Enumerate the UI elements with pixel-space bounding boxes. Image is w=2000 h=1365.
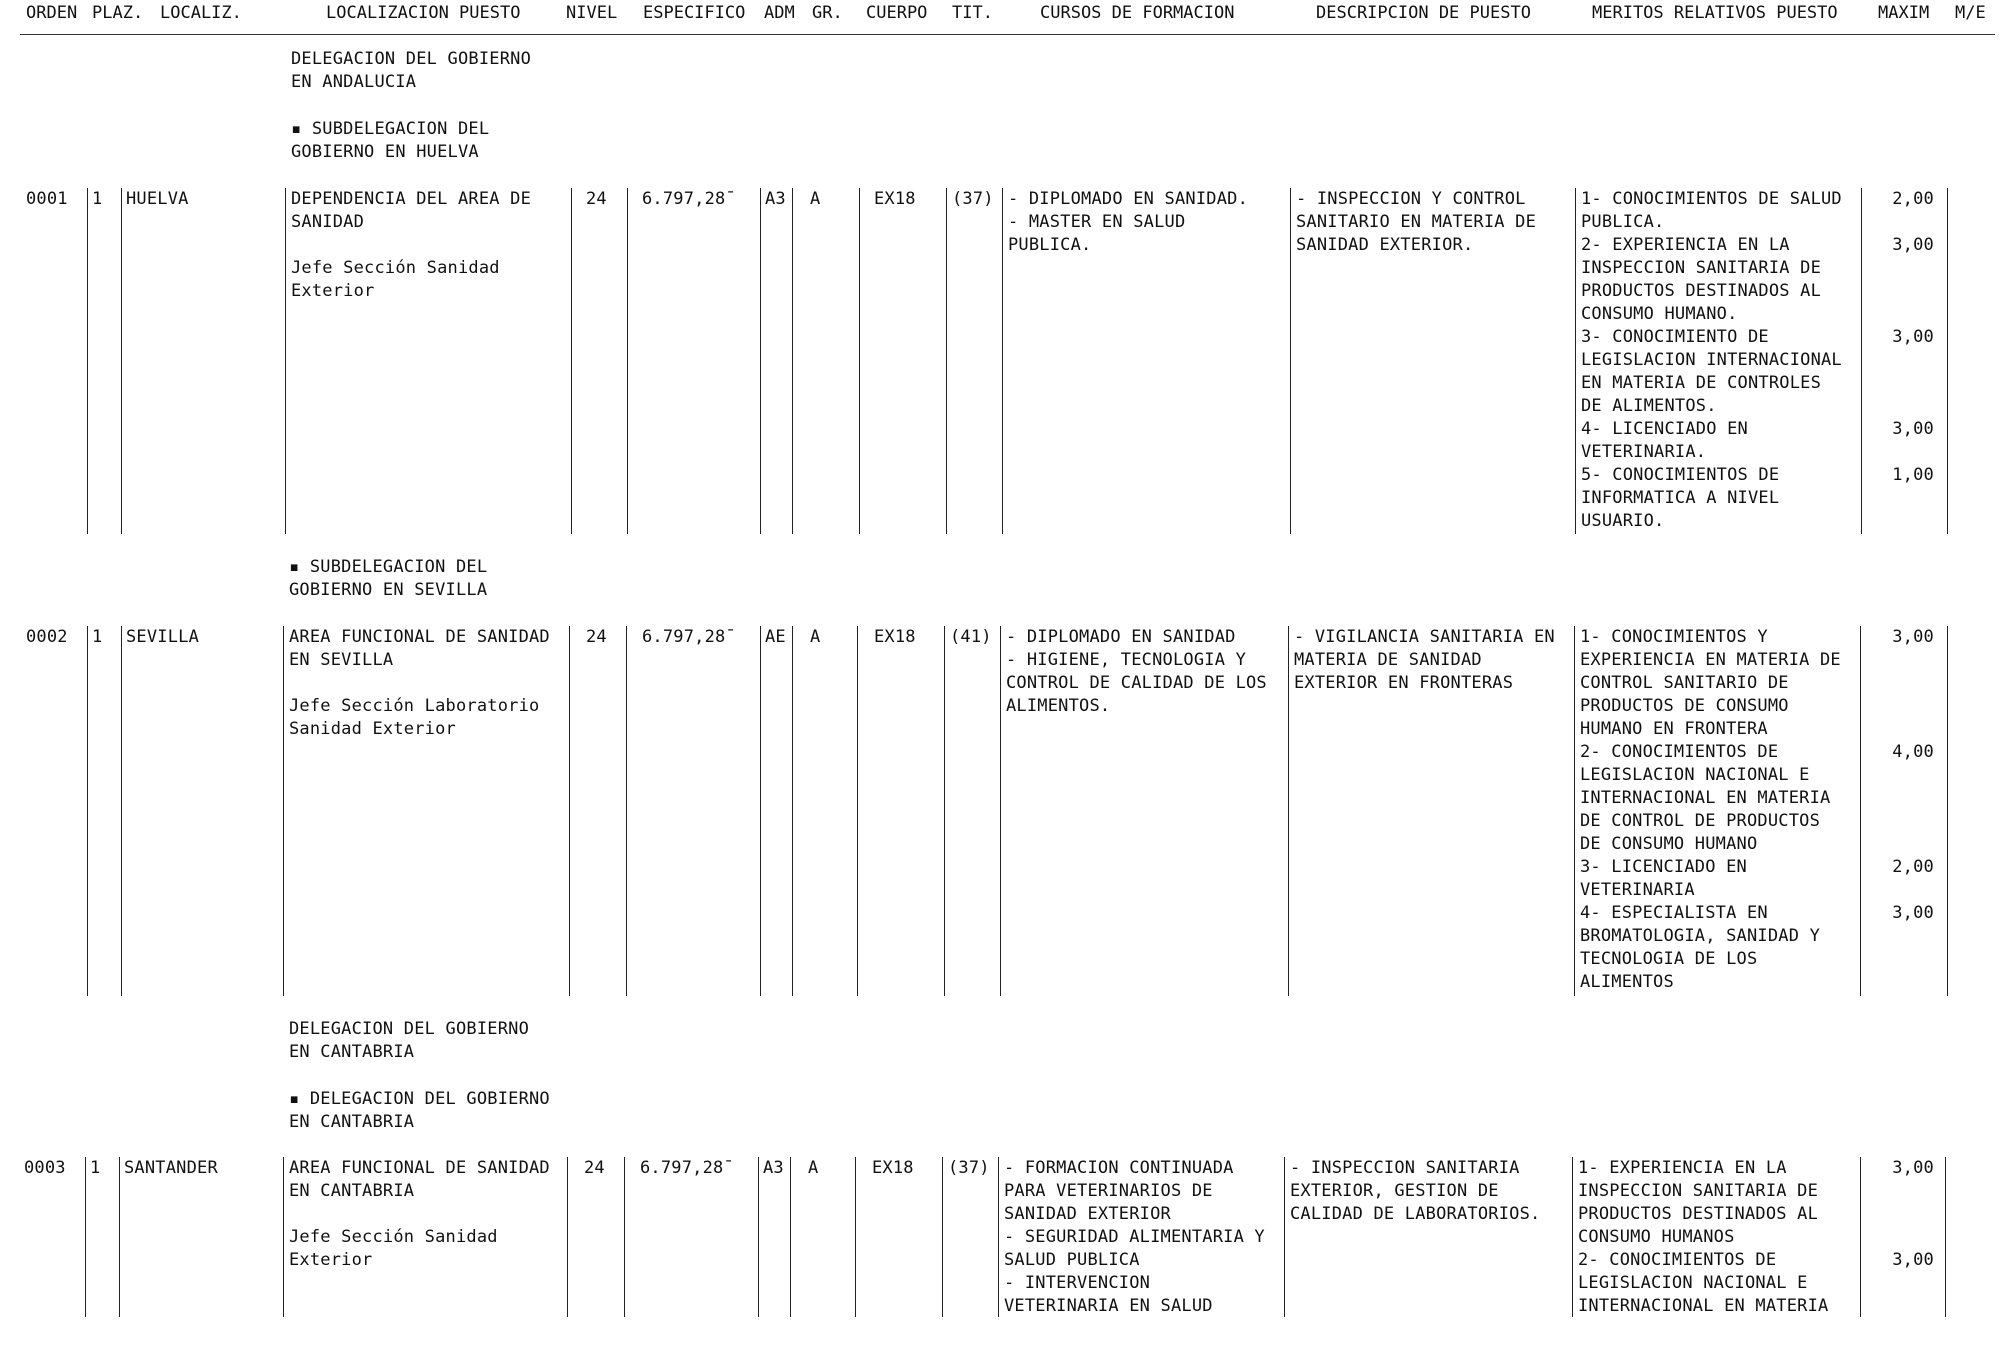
- cell-adm: AE: [765, 627, 786, 647]
- header-plaz: PLAZ.: [92, 3, 144, 23]
- group-heading: ▪ DELEGACION DEL GOBIERNO EN CANTABRIA: [289, 1089, 550, 1132]
- column-divider: [87, 188, 88, 534]
- column-divider: [1947, 626, 1948, 996]
- column-divider: [85, 1157, 86, 1317]
- cell-especifico: 6.797,28¯: [642, 627, 736, 647]
- header-descripcion: DESCRIPCION DE PUESTO: [1316, 3, 1531, 23]
- cell-cuerpo: EX18: [874, 189, 916, 209]
- column-divider: [283, 1157, 284, 1317]
- column-divider: [627, 188, 628, 534]
- column-divider: [1290, 188, 1291, 534]
- cell-grupo: A: [810, 189, 821, 209]
- cell-tit: (41): [950, 627, 992, 647]
- column-divider: [87, 626, 88, 996]
- cell-orden: 0002: [26, 627, 68, 647]
- header-gr: GR.: [812, 3, 843, 23]
- column-divider: [1860, 626, 1861, 996]
- cell-grupo: A: [808, 1158, 819, 1178]
- cell-unidad: AREA FUNCIONAL DE SANIDAD EN CANTABRIA: [289, 1158, 550, 1201]
- cell-descripcion: - VIGILANCIA SANITARIA EN MATERIA DE SANIDAD EXTERIOR EN FRONTERAS: [1294, 627, 1555, 693]
- column-divider: [1860, 1157, 1861, 1317]
- cell-tit: (37): [952, 189, 994, 209]
- cell-puesto: Jefe Sección Sanidad Exterior: [289, 1227, 498, 1270]
- header-localiz: LOCALIZ.: [160, 3, 242, 23]
- column-divider: [119, 1157, 120, 1317]
- column-divider: [1572, 1157, 1573, 1317]
- column-divider: [760, 188, 761, 534]
- column-divider: [569, 626, 570, 996]
- column-divider: [792, 188, 793, 534]
- column-divider: [1861, 188, 1862, 534]
- cell-nivel: 24: [584, 1158, 605, 1178]
- cell-localidad: HUELVA: [126, 189, 189, 209]
- cell-grupo: A: [810, 627, 821, 647]
- header-localizacion-puesto: LOCALIZACION PUESTO: [326, 3, 521, 23]
- column-divider: [1574, 626, 1575, 996]
- group-heading: DELEGACION DEL GOBIERNO EN ANDALUCIA: [291, 49, 532, 92]
- column-divider: [121, 626, 122, 996]
- cell-plazas: 1: [90, 1158, 101, 1178]
- header-cuerpo: CUERPO: [866, 3, 928, 23]
- column-divider: [946, 188, 947, 534]
- cell-adm: A3: [765, 189, 786, 209]
- column-divider: [998, 1157, 999, 1317]
- column-divider: [944, 626, 945, 996]
- column-divider: [121, 188, 122, 534]
- cell-descripcion: - INSPECCION Y CONTROL SANITARIO EN MATERIA DE SANIDAD EXTERIOR.: [1296, 189, 1537, 255]
- cell-meritos: 1- CONOCIMIENTOS DE SALUD PUBLICA. 2- EXPERIENCIA EN LA INSPECCION SANITARIA DE PRODUCTOS DESTINADOS AL CONSUMO HUMANO. 3- CONOCIMIENTO DE LEGISLACION INTERNACIONAL EN MATERIA DE CONTROLES DE ALIMENTOS. 4- LICENCIADO EN VETERINARIA. 5- CONOCIMIENTOS DE INFORMATICA A NIVEL USUARIO.: [1581, 189, 1842, 531]
- header-nivel: NIVEL: [566, 3, 618, 23]
- cell-adm: A3: [763, 1158, 784, 1178]
- column-divider: [626, 626, 627, 996]
- cell-cursos: - FORMACION CONTINUADA PARA VETERINARIOS DE SANIDAD EXTERIOR - SEGURIDAD ALIMENTARIA Y SALUD PUBLICA - INTERVENCION VETERINARIA EN SALUD: [1004, 1158, 1265, 1316]
- column-divider: [859, 188, 860, 534]
- cell-puesto: Jefe Sección Laboratorio Sanidad Exterior: [289, 696, 540, 739]
- column-divider: [1000, 626, 1001, 996]
- cell-tit: (37): [948, 1158, 990, 1178]
- header-meritos: MERITOS RELATIVOS PUESTO: [1592, 3, 1838, 23]
- cell-plazas: 1: [92, 627, 103, 647]
- group-heading: ▪ SUBDELEGACION DEL GOBIERNO EN SEVILLA: [289, 557, 488, 600]
- cell-maxim: 3,00 4,00 2,00 3,00: [1892, 627, 1934, 923]
- cell-unidad: AREA FUNCIONAL DE SANIDAD EN SEVILLA: [289, 627, 550, 670]
- column-divider: [1284, 1157, 1285, 1317]
- column-divider: [571, 188, 572, 534]
- cell-maxim: 3,00 3,00: [1892, 1158, 1934, 1270]
- header-adm: ADM: [764, 3, 795, 23]
- header-maxim: MAXIM: [1878, 3, 1930, 23]
- cell-localidad: SEVILLA: [126, 627, 200, 647]
- cell-unidad: DEPENDENCIA DEL AREA DE SANIDAD: [291, 189, 532, 232]
- header-especifico: ESPECIFICO: [643, 3, 746, 23]
- column-divider: [758, 1157, 759, 1317]
- cell-cuerpo: EX18: [874, 627, 916, 647]
- column-divider: [760, 626, 761, 996]
- column-divider: [1288, 626, 1289, 996]
- column-divider: [857, 626, 858, 996]
- group-heading: ▪ SUBDELEGACION DEL GOBIERNO EN HUELVA: [291, 119, 490, 162]
- cell-maxim: 2,00 3,00 3,00 3,00 1,00: [1892, 189, 1934, 485]
- column-divider: [283, 626, 284, 996]
- column-divider: [790, 1157, 791, 1317]
- header-me: M/E: [1955, 3, 1986, 23]
- cell-puesto: Jefe Sección Sanidad Exterior: [291, 258, 500, 301]
- cell-nivel: 24: [586, 627, 607, 647]
- column-divider: [855, 1157, 856, 1317]
- cell-nivel: 24: [586, 189, 607, 209]
- header-orden: ORDEN: [26, 3, 78, 23]
- cell-especifico: 6.797,28¯: [640, 1158, 734, 1178]
- column-divider: [792, 626, 793, 996]
- column-divider: [942, 1157, 943, 1317]
- header-rule: [20, 34, 1995, 35]
- column-divider: [1945, 1157, 1946, 1317]
- cell-descripcion: - INSPECCION SANITARIA EXTERIOR, GESTION DE CALIDAD DE LABORATORIOS.: [1290, 1158, 1541, 1224]
- column-divider: [1002, 188, 1003, 534]
- cell-cursos: - DIPLOMADO EN SANIDAD - HIGIENE, TECNOLOGIA Y CONTROL DE CALIDAD DE LOS ALIMENTOS.: [1006, 627, 1267, 716]
- column-divider: [1575, 188, 1576, 534]
- column-divider: [1947, 188, 1948, 534]
- group-heading: DELEGACION DEL GOBIERNO EN CANTABRIA: [289, 1019, 530, 1062]
- cell-meritos: 1- EXPERIENCIA EN LA INSPECCION SANITARIA DE PRODUCTOS DESTINADOS AL CONSUMO HUMANOS 2- CONOCIMIENTOS DE LEGISLACION NACIONAL E INTERNACIONAL EN MATERIA: [1578, 1158, 1829, 1316]
- cell-orden: 0001: [26, 189, 68, 209]
- cell-localidad: SANTANDER: [124, 1158, 218, 1178]
- header-tit: TIT.: [952, 3, 993, 23]
- header-cursos: CURSOS DE FORMACION: [1040, 3, 1235, 23]
- cell-orden: 0003: [24, 1158, 66, 1178]
- column-divider: [624, 1157, 625, 1317]
- cell-especifico: 6.797,28¯: [642, 189, 736, 209]
- cell-cursos: - DIPLOMADO EN SANIDAD. - MASTER EN SALUD PUBLICA.: [1008, 189, 1249, 255]
- cell-plazas: 1: [92, 189, 103, 209]
- cell-cuerpo: EX18: [872, 1158, 914, 1178]
- column-divider: [285, 188, 286, 534]
- column-divider: [567, 1157, 568, 1317]
- cell-meritos: 1- CONOCIMIENTOS Y EXPERIENCIA EN MATERIA DE CONTROL SANITARIO DE PRODUCTOS DE CONSUMO HUMANO EN FRONTERA 2- CONOCIMIENTOS DE LEGISLACION NACIONAL E INTERNACIONAL EN MATERIA DE CONTROL DE PRODUCTOS DE CONSUMO HUMANO 3- LICENCIADO EN VETERINARIA 4- ESPECIALISTA EN BROMATOLOGIA, SANIDAD Y TECNOLOGIA DE LOS ALIMENTOS: [1580, 627, 1841, 992]
